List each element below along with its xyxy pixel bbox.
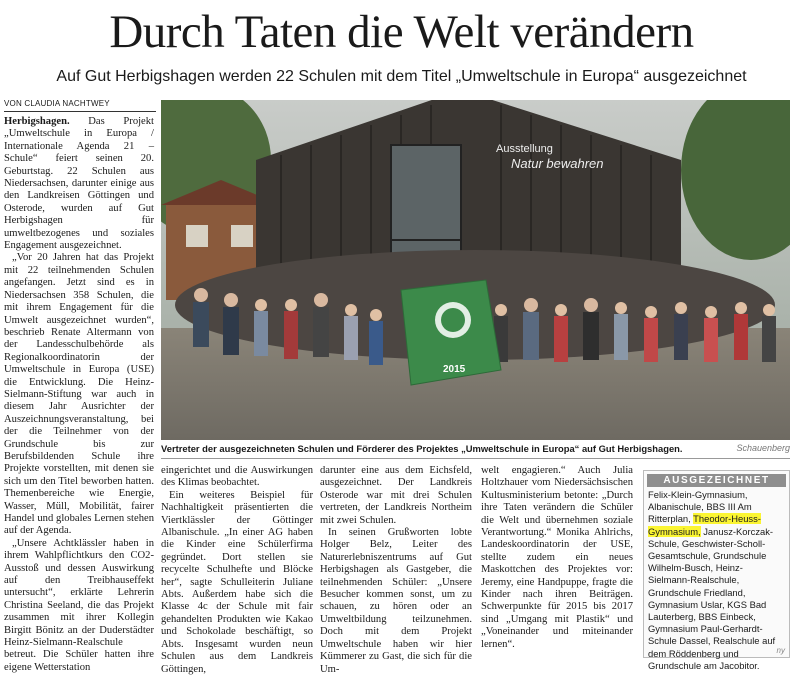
paragraph: „Vor 20 Jahren hat das Projekt mit 22 teilnehmenden Schulen angefangen. Jetzt sind es in Niedersachsen 358 Schulen, die mit ihrem Engagement für die Umwelt ausgezeichnet wurden“, beschrieb Renate Altermann von der Landesschulbehörde als Regionalkoordinatorin der Umweltschule in Europa (USE) die Entwicklung. Die Heinz-Sielmann-Stiftung war auch in diesem Jahr Ausrichter der Auszeichnungsveranstaltung, bei der die Teilnehmer von der Grundschule bis zur Berufsbildenden Schule ihre Projekte vorstellten, mit denen sie sich um den Titel beworben hatten. Themenbereiche wie Energie, Wasser, Müll, Mobilität, fairer Handel und globales Lernen stehen auf der Agenda.	[4, 252, 154, 537]
paragraph-text: Das Projekt „Umweltschule in Europa / Internationale Agenda 21 – Schule“ feiert seinen 20. Geburtstag. 22 Schulen aus Niedersachsen, darunter einige aus den Landkreisen Göttingen und Osterode, wurden auf Gut Herbigshagen für umweltbezogenes und soziales Engagement ausgezeichnet.	[4, 116, 154, 252]
exhibition-sign-line-2: Natur bewahren	[511, 156, 604, 171]
article-column-4	[481, 465, 633, 651]
article-column-1	[4, 116, 154, 674]
award-list-title: AUSGEZEICHNET	[647, 474, 786, 487]
exhibition-sign-line-1: Ausstellung	[496, 143, 553, 155]
paragraph: Ein weiteres Beispiel für Nachhaltigkeit präsentierten die Viertklässler der Göttinger Albanischule. „In einer AG haben die Kinder eine Schülerfirma gegründet. Dort stellen sie recycelte Schulhefte und Blöcke her“, sagte Schulleiterin Juliane Abts. Außerdem habe sich die Klasse 4c der Schule mit fair gehandelten Produkten wie Kakao und Schokolade beschäftigt, so Abts. Insgesamt wurden neun Schulen aus dem Landkreis Göttingen,	[161, 489, 313, 675]
flag-year: 2015	[443, 364, 466, 375]
subheadline: Auf Gut Herbigshagen werden 22 Schulen mit dem Titel „Umweltschule in Europa“ ausgezeichnet	[56, 68, 747, 85]
paragraph: „Unsere Achtklässler haben in ihrem Wahlpflichtkurs den CO2-Ausstoß und dessen Auswirkung auf den Treibhauseffekt untersucht“, erklärte Lehrerin Christina Seeland, die das Projekt zusammen mit ihrer Kollegin Birgitt Bönitz an der Duderstädter Heinz-Sielmann-Realschule betreut. Die Schüler hatten ihre eigene Wetterstation	[4, 537, 154, 673]
author-initials: ny	[776, 646, 785, 655]
photo-credit: Schauenberg	[736, 443, 790, 453]
byline-divider	[4, 111, 156, 112]
article-photo	[161, 100, 790, 440]
award-list-text-part: Janusz-Korczak-Schule, Geschwister-Scholl-Gesamtschule, Grundschule Wilhelm-Busch, Heinz-Sielmann-Realschule, Grundschule Friedland, Gymnasium Uslar, KGS Bad Lauterberg, BBS Einbeck, Gymnasium Paul-Gerhardt-Schule Dassel, Realschule auf dem Röddenberg und Grundschule am Jacobitor.	[648, 525, 776, 671]
paragraph: In seinen Grußworten lobte Holger Belz, Leiter des Naturerlebniszentrums auf Gut Herbigshagen als Gastgeber, die teilnehmenden Schüler: „Unsere Besucher kommen sonst, um zu schauen, zu hören oder an Umweltbildung teilzunehmen. Doch mit dem Projekt Umweltschule haben wir hier Kümmerer zu Gast, die sich für die Um-	[320, 527, 472, 675]
highlighted-school: Theodor-Heuss-Gymnasium,	[648, 513, 761, 537]
headline: Durch Taten die Welt verändern	[109, 6, 694, 58]
paragraph: darunter eine aus dem Eichsfeld, ausgezeichnet. Der Landkreis Osterode war mit drei Schulen vertreten, der Landkreis Northeim mit zwei Schulen.	[320, 465, 472, 526]
paragraph: eingerichtet und die Auswirkungen des Klimas beobachtet.	[161, 465, 313, 489]
dateline: Herbigshagen.	[4, 116, 70, 127]
paragraph	[4, 116, 154, 252]
byline: VON CLAUDIA NACHTWEY	[4, 99, 110, 108]
article-column-3	[320, 465, 472, 676]
award-list-text	[648, 489, 785, 672]
photo-caption: Vertreter der ausgezeichneten Schulen und Förderer des Projektes „Umweltschule in Europa“ auf Gut Herbigshagen.	[161, 443, 683, 454]
article-column-2	[161, 465, 313, 676]
caption-divider	[161, 458, 790, 459]
paragraph: welt engagieren.“ Auch Julia Holtzhauer vom Niedersächsischen Kultusministerium betonte: „Durch ihre Taten verändern die Schüler die Welt und übernehmen soziale Verantwortung.“ Monika Ahlrichs, Landeskoordinatorin der USE, stellte zudem ein neues Maskottchen des Projektes vor: Jeremy, eine Handpuppe, fragte die Kinder nach ihren Beiträgen. Schwerpunkte für 2015 bis 2017 sind „Umgang mit Plastik“ und „Voneinander und miteinander lernen“.	[481, 465, 633, 650]
award-list-text-part: Felix-Klein-Gymnasium, Albanischule, BBS III Am Ritterplan,	[648, 489, 752, 525]
award-list-box	[643, 470, 790, 671]
